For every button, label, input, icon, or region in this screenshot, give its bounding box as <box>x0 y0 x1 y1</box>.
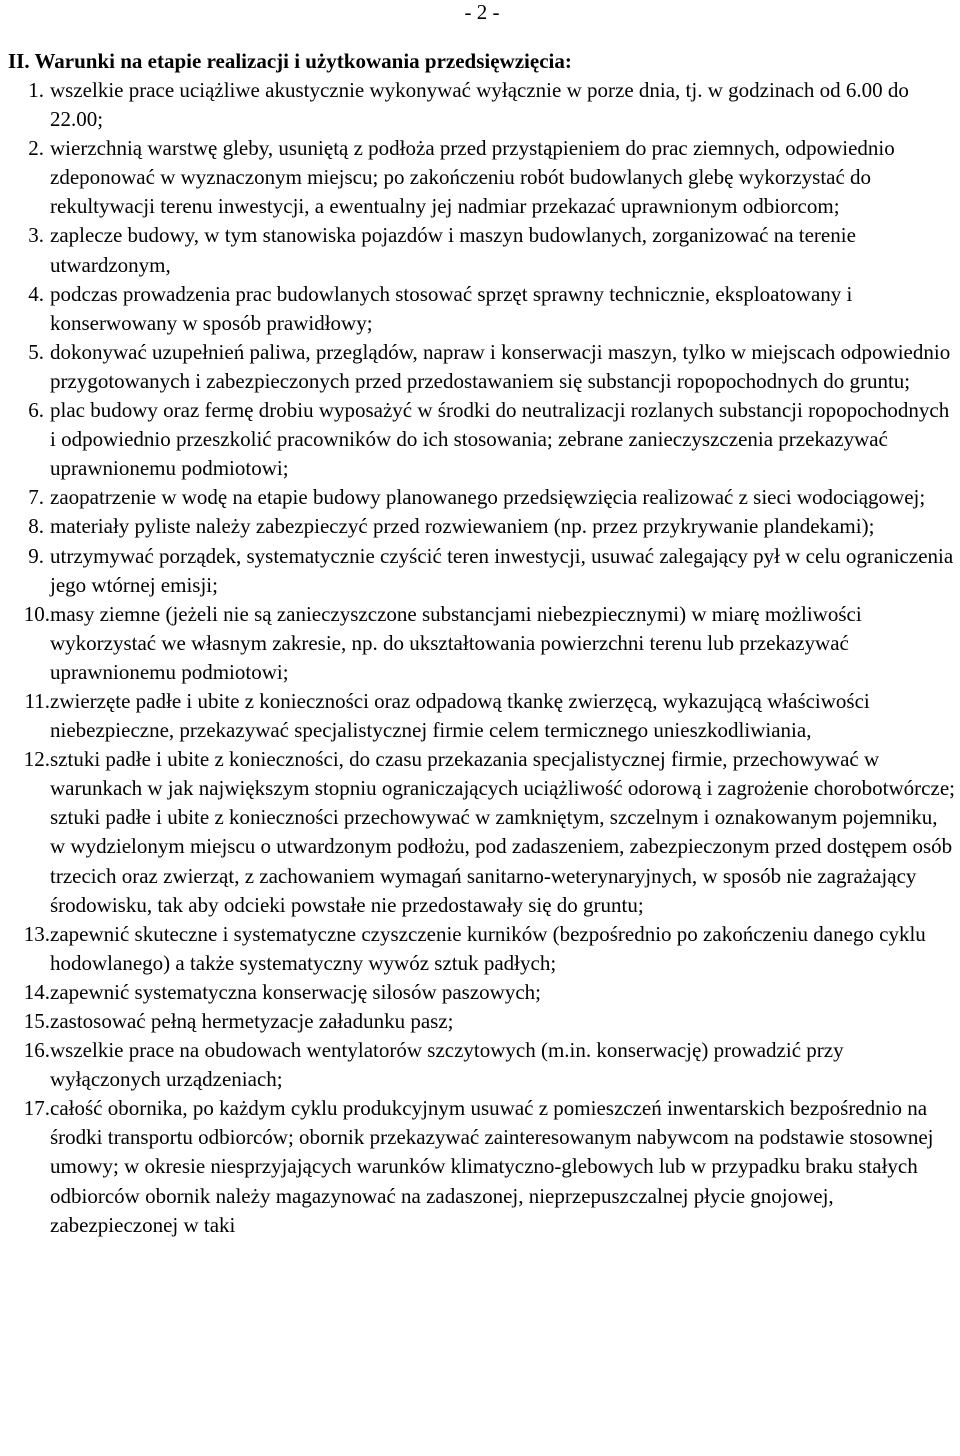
list-item <box>0 76 956 134</box>
list-item <box>0 280 956 338</box>
item-text: zastosować pełną hermetyzacje załadunku pasz; <box>50 1009 454 1033</box>
list-item <box>0 1094 956 1239</box>
list-item <box>0 483 956 512</box>
list-item <box>0 512 956 541</box>
item-text: utrzymywać porządek, systematycznie czyścić teren inwestycji, usuwać zalegający pył w celu ograniczenia jego wtórnej emisji; <box>50 543 954 597</box>
item-number: 8. <box>28 514 44 539</box>
item-text: podczas prowadzenia prac budowlanych stosować sprzęt sprawny technicznie, eksploatowany i konserwowany w sposób prawidłowy; <box>50 281 853 335</box>
item-text: zaplecze budowy, w tym stanowiska pojazdów i maszyn budowlanych, zorganizować na terenie utwardzonym, <box>50 223 856 277</box>
item-number: 9. <box>28 543 44 568</box>
list-item <box>0 600 956 687</box>
list-item <box>0 745 956 920</box>
conditions-list <box>0 76 956 1240</box>
item-text: masy ziemne (jeżeli nie są zanieczyszczone substancjami niebezpiecznymi) w miarę możliwości wykorzystać we własnym zakresie, np. do ukształtowania powierzchni terenu lub przekazywać uprawnionemu podmiotowi; <box>50 601 862 684</box>
list-item <box>0 542 956 600</box>
list-item <box>0 221 956 279</box>
item-text: wszelkie prace na obudowach wentylatorów szczytowych (m.in. konserwację) prowadzić przy wyłączonych urządzeniach; <box>50 1038 844 1092</box>
item-text: sztuki padłe i ubite z konieczności, do czasu przekazania specjalistycznej firmie, przechowywać w warunkach w jak największym stopniu ograniczających uciążliwość odorową i zagrożenie chorobotwórcze; sztuki padłe i ubite z konieczności przechowywać w zamkniętym, szczelnym i oznakowanym pojemniku, w wydzielonym miejscu o utwardzonym podłożu, pod zadaszeniem, zabezpieczonym przed dostępem osób trzecich oraz zwierząt, z zachowaniem wymagań sanitarno-weterynaryjnych, w sposób nie zagrażający środowisku, tak aby odcieki powstałe nie przedostawały się do gruntu; <box>50 747 955 917</box>
item-number: 13. <box>23 921 50 946</box>
list-item <box>0 338 956 396</box>
item-text: zapewnić systematyczna konserwację silosów paszowych; <box>50 979 541 1004</box>
list-item <box>0 134 956 221</box>
item-text: całość obornika, po każdym cyklu produkcyjnym usuwać z pomieszczeń inwentarskich bezpośrednio na środki transportu odbiorców; obornik przekazywać zainteresowanym nabywcom na podstawie stosownej umowy; w okresie niesprzyjających warunków klimatyczno-glebowych lub w przypadku braku stałych odbiorców obornik należy magazynować na zadaszonej, nieprzepuszczalnej płycie gnojowej, zabezpieczonej w taki <box>50 1096 934 1237</box>
list-item <box>0 687 956 745</box>
item-text: dokonywać uzupełnień paliwa, przeglądów, napraw i konserwacji maszyn, tylko w miejscach odpowiednio przygotowanych i zabezpieczonych przed przedostawaniem się substancji ropopochodnych do gruntu; <box>50 339 951 393</box>
list-item <box>0 396 956 483</box>
item-number: 11. <box>24 688 50 713</box>
item-number: 6. <box>28 398 44 423</box>
item-text: zwierzęte padłe i ubite z konieczności oraz odpadową tkankę zwierzęcą, wykazującą właściwości niebezpieczne, przekazywać specjalistycznej firmie celem termicznego unieszkodliwiania, <box>50 688 870 743</box>
item-number: 7. <box>28 485 44 510</box>
item-number: 14. <box>23 979 50 1004</box>
item-text: wierzchnią warstwę gleby, usuniętą z podłoża przed przystąpieniem do prac ziemnych, odpowiednio zdeponować w wyznaczonym miejscu; po zakończeniu robót budowlanych glebę wykorzystać do rekultywacji terenu inwestycji, a ewentualny jej nadmiar przekazać uprawnionym odbiorcom; <box>50 136 895 219</box>
item-number: 15. <box>23 1009 50 1033</box>
item-number: 10. <box>23 601 50 626</box>
item-number: 2. <box>28 136 44 161</box>
item-number: 16. <box>23 1038 50 1063</box>
item-number: 3. <box>28 223 44 248</box>
item-text: plac budowy oraz fermę drobiu wyposażyć w środki do neutralizacji rozlanych substancji ropopochodnych i odpowiednio przeszkolić pracowników do ich stosowania; zebrane zanieczyszczenia przekazywać uprawnionemu podmiotowi; <box>50 398 950 481</box>
item-text: zaopatrzenie w wodę na etapie budowy planowanego przedsięwzięcia realizować z sieci wodociągowej; <box>50 485 926 510</box>
item-text: wszelkie prace uciążliwe akustycznie wykonywać wyłącznie w porze dnia, tj. w godzinach od 6.00 do 22.00; <box>50 78 909 132</box>
list-item <box>0 1036 956 1094</box>
item-text: zapewnić skuteczne i systematyczne czyszczenie kurników (bezpośrednio po zakończeniu danego cyklu hodowlanego) a także systematyczny wywóz sztuk padłych; <box>50 921 926 975</box>
item-number: 12. <box>23 747 50 772</box>
item-text: materiały pyliste należy zabezpieczyć przed rozwiewaniem (np. przez przykrywanie plandekami); <box>50 514 875 539</box>
list-item <box>0 920 956 978</box>
item-number: 1. <box>28 78 44 102</box>
section-heading: II. Warunki na etapie realizacji i użytkowania przedsięwzięcia: <box>8 49 572 73</box>
item-number: 17. <box>23 1096 50 1121</box>
item-number: 5. <box>28 339 44 364</box>
page-number: - 2 - <box>464 0 500 24</box>
list-item <box>0 1007 956 1036</box>
item-number: 4. <box>28 281 44 306</box>
list-item <box>0 978 956 1007</box>
